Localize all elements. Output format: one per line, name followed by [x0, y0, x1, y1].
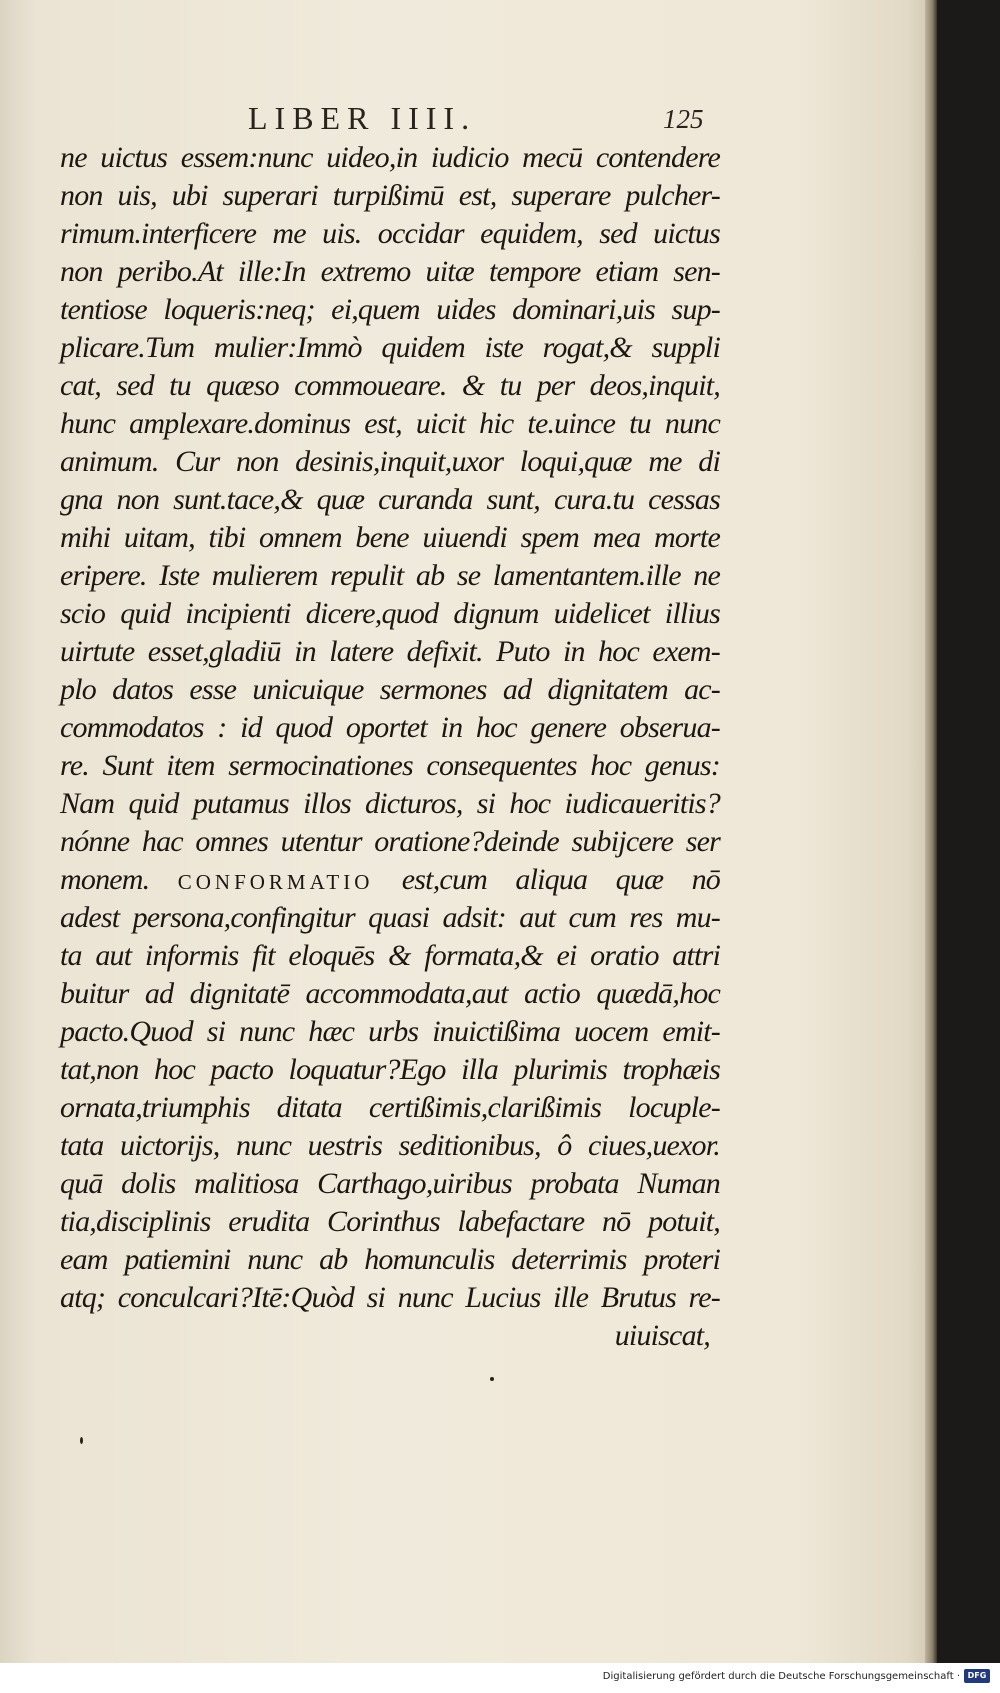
text-line: tat,non hoc pacto loquatur?Ego illa plurimis trophæis [60, 1053, 720, 1086]
text-line: tia,disciplinis erudita Corinthus labefactare nō potuit, [60, 1205, 720, 1238]
text-line: mihi uitam, tibi omnem bene uiuendi spem mea morte [60, 521, 720, 554]
ink-speck [490, 1377, 494, 1381]
text-line: animum. Cur non desinis,inquit,uxor loqui,quæ me di [60, 445, 720, 478]
text-line: ne uictus essem:nunc uideo,in iudicio mecū contendere [60, 141, 720, 174]
text-line: ornata,triumphis ditata certißimis,clarißimis locuple- [60, 1091, 720, 1124]
text-line: tentiose loqueris:neq; ei,quem uides dominari,uis sup- [60, 293, 720, 326]
body-text [60, 139, 720, 1355]
text-line: buitur ad dignitatē accommodata,aut actio quædā,hoc [60, 977, 720, 1010]
text-line-conformatio [60, 861, 720, 899]
text-line: pacto.Quod si nunc hæc urbs inuictißima uocem emit- [60, 1015, 720, 1048]
text-line: nónne hac omnes utentur oratione?deinde subijcere ser [60, 825, 720, 858]
text-line: eam patiemini nunc ab homunculis deterrimis proteri [60, 1243, 720, 1276]
text-line: gna non sunt.tace,& quæ curanda sunt, cura.tu cessas [60, 483, 720, 516]
page-edge [925, 0, 937, 1663]
text-line: plo datos esse unicuique sermones ad dignitatem ac- [60, 673, 720, 706]
text-line: rimum.interficere me uis. occidar equidem, sed uictus [60, 217, 720, 250]
ink-speck [80, 1437, 83, 1444]
text-line: eripere. Iste mulierem repulit ab se lamentantem.ille ne [60, 559, 720, 592]
text-line: cat, sed tu quæso commoueare. & tu per deos,inquit, [60, 369, 720, 402]
text-line: non uis, ubi superari turpißimū est, superare pulcher- [60, 179, 720, 212]
text-line: plicare.Tum mulier:Immò quidem iste rogat,& suppli [60, 331, 720, 364]
running-title: LIBER IIII. [248, 100, 477, 136]
funding-credit: Digitalisierung gefördert durch die Deutsche Forschungsgemeinschaft · [602, 1671, 960, 1682]
text-line: ta aut informis fit eloquēs & formata,& ei oratio attri [60, 939, 720, 972]
text-line: re. Sunt item sermocinationes consequentes hoc genus: [60, 749, 720, 782]
text-line: non peribo.At ille:In extremo uitæ tempore etiam sen- [60, 255, 720, 288]
text-segment: est,cum aliqua quæ nō [373, 863, 721, 896]
text-line: hunc amplexare.dominus est, uicit hic te.uince tu nunc [60, 407, 720, 440]
text-line: atq; conculcari?Itē:Quòd si nunc Lucius ille Brutus re- [60, 1281, 720, 1314]
term-conformatio: CONFORMATIO [177, 870, 374, 894]
text-segment: monem. [60, 863, 178, 896]
text-line: Nam quid putamus illos dicturos, si hoc iudicaueritis? [60, 787, 720, 820]
text-line: adest persona,confingitur quasi adsit: aut cum res mu- [60, 901, 720, 934]
text-line: commodatos : id quod oportet in hoc genere obserua- [60, 711, 720, 744]
text-line: tata uictorijs, nunc uestris seditionibus, ô ciues,uexor. [60, 1129, 720, 1162]
text-line: quā dolis malitiosa Carthago,uiribus probata Numan [60, 1167, 720, 1200]
text-line: uirtute esset,gladiū in latere defixit. Puto in hoc exem- [60, 635, 720, 668]
dfg-logo-icon: DFG [964, 1669, 990, 1683]
text-line: scio quid incipienti dicere,quod dignum uidelicet illius [60, 597, 720, 630]
footer-bar [0, 1663, 1000, 1693]
page-number: 125 [663, 104, 704, 134]
catchword: uiuiscat, [614, 1319, 710, 1352]
